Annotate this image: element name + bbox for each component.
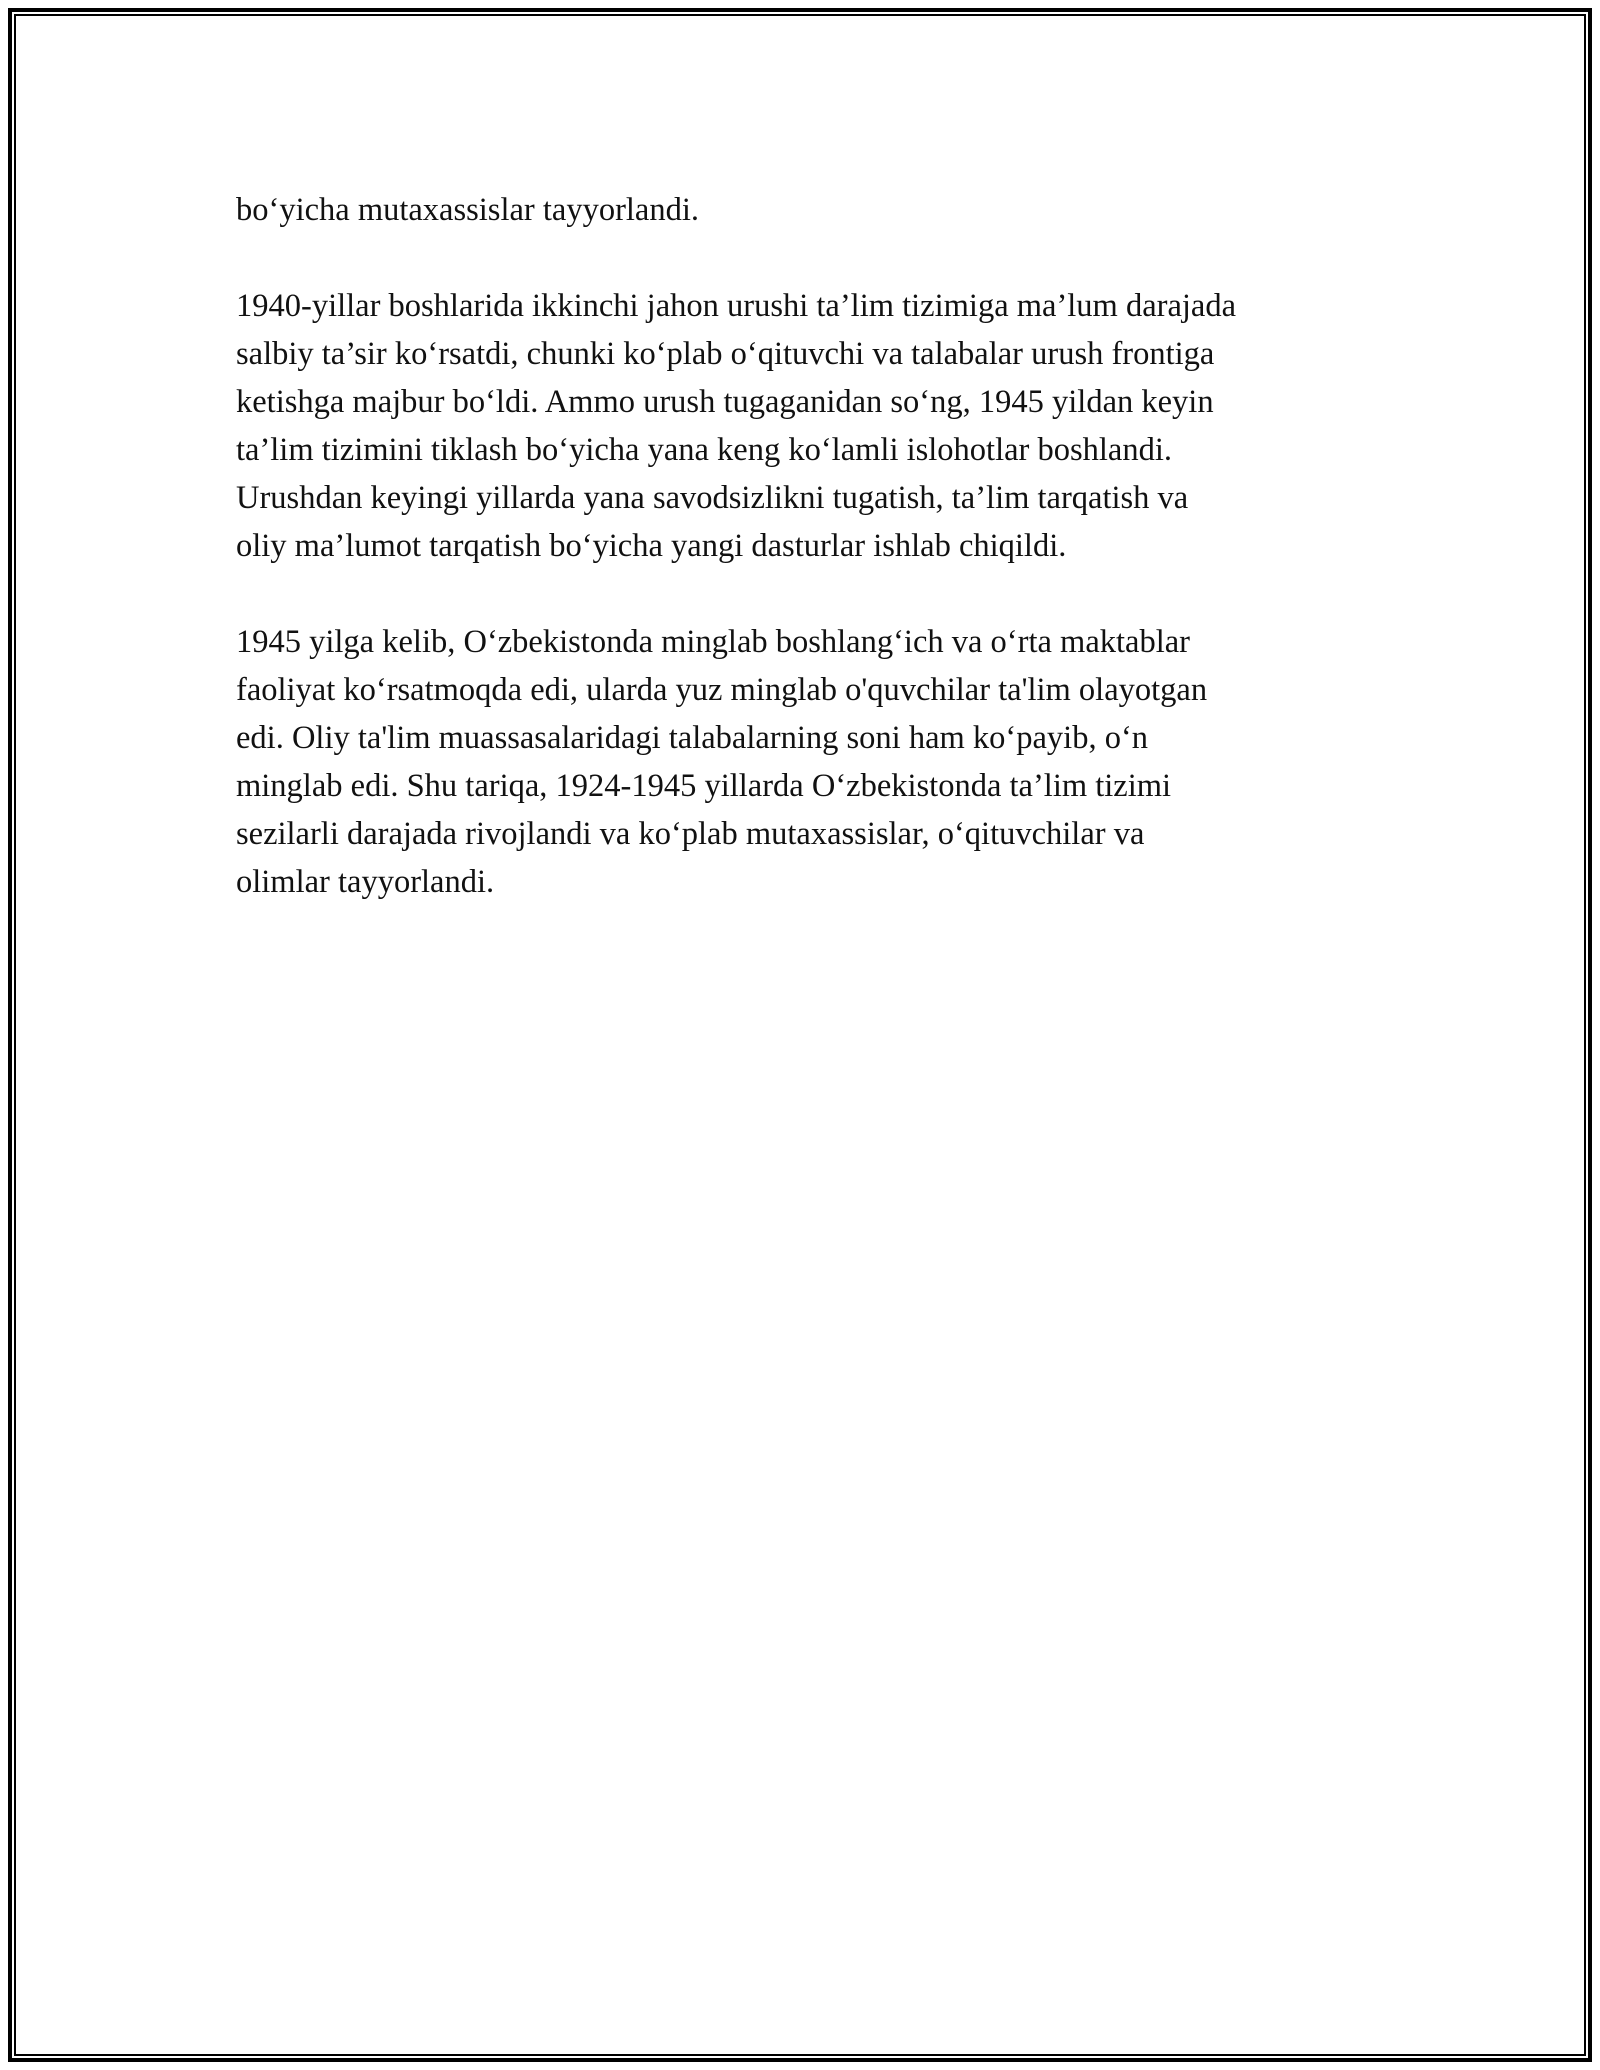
paragraph-1945-summary [236,618,1386,906]
text-line: minglab edi. Shu tariqa, 1924-1945 yillarda O‘zbekistonda ta’lim tizimi [236,768,1172,804]
text-line: salbiy ta’sir ko‘rsatdi, chunki ko‘plab o‘qituvchi va talabalar urush frontiga [236,336,1215,372]
paragraph-continuation [236,186,1386,234]
text-line: edi. Oliy ta'lim muassasalaridagi talabalarning soni ham ko‘payib, o‘n [236,720,1149,756]
text-line: 1940-yillar boshlarida ikkinchi jahon urushi ta’lim tizimiga ma’lum darajada [236,288,1237,324]
text-line: ta’lim tizimini tiklash bo‘yicha yana keng ko‘lamli islohotlar boshlandi. [236,432,1172,468]
text-line: 1945 yilga kelib, O‘zbekistonda minglab boshlang‘ich va o‘rta maktablar [236,624,1190,660]
document-body [236,186,1386,954]
text-line: Urushdan keyingi yillarda yana savodsizlikni tugatish, ta’lim tarqatish va [236,480,1189,516]
text-line: faoliyat ko‘rsatmoqda edi, ularda yuz minglab o'quvchilar ta'lim olayotgan [236,672,1208,708]
text-line: olimlar tayyorlandi. [236,864,495,900]
text-line: bo‘yicha mutaxassislar tayyorlandi. [236,192,699,228]
text-line: oliy ma’lumot tarqatish bo‘yicha yangi dasturlar ishlab chiqildi. [236,528,1067,564]
text-line: sezilarli darajada rivojlandi va ko‘plab mutaxassislar, o‘qituvchilar va [236,816,1145,852]
text-line: ketishga majbur bo‘ldi. Ammo urush tugaganidan so‘ng, 1945 yildan keyin [236,384,1214,420]
paragraph-war-impact [236,282,1386,570]
